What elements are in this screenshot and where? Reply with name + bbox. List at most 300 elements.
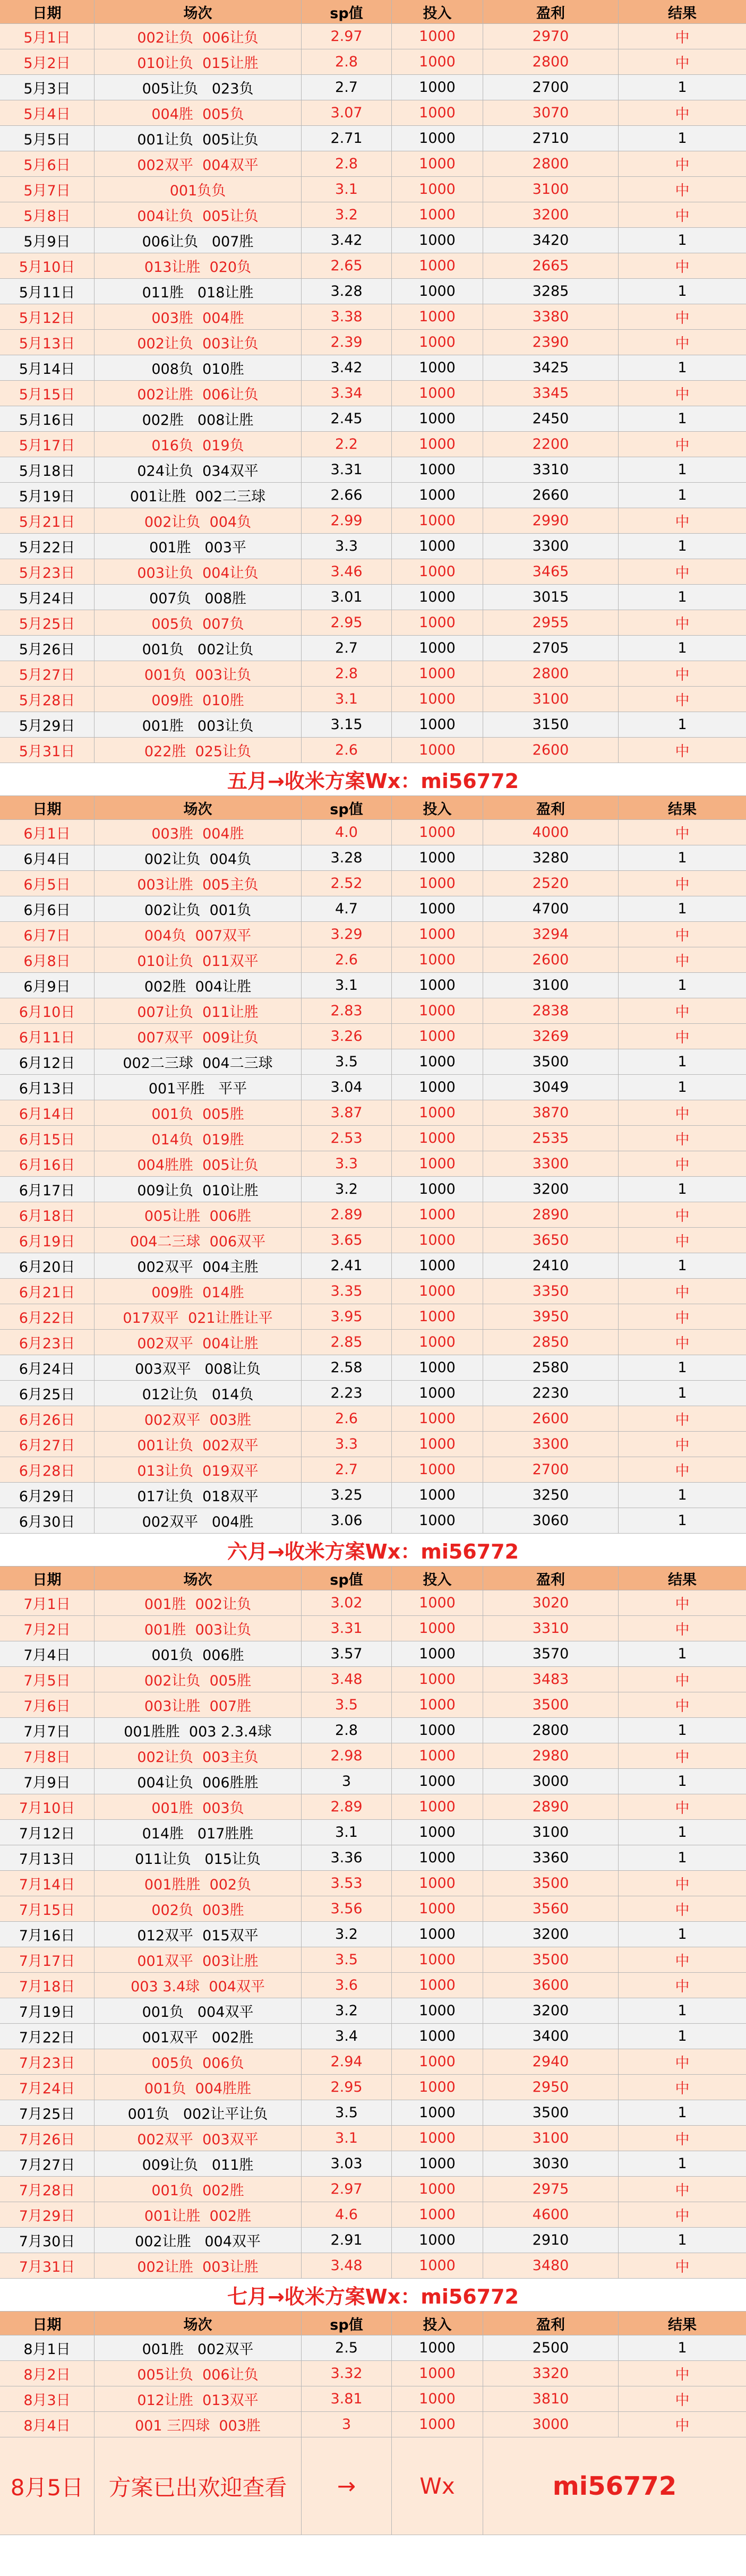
date-cell: 7月28日 <box>0 2177 95 2202</box>
table-row <box>0 1406 746 1432</box>
stake-cell: 1000 <box>392 202 483 227</box>
stake-cell: 1000 <box>392 1508 483 1533</box>
stake-cell: 1000 <box>392 1100 483 1125</box>
footer-date: 8月5日 <box>0 2437 95 2535</box>
stake-cell: 1000 <box>392 1590 483 1615</box>
match-cell: 001平胜 平平 <box>95 1075 302 1100</box>
sp-cell: 3.48 <box>302 2253 392 2278</box>
result-cell: 1 <box>678 232 687 249</box>
stake-cell: 1000 <box>392 126 483 151</box>
profit-cell: 3250 <box>483 1483 619 1508</box>
date-cell: 5月19日 <box>0 483 95 508</box>
profit-cell: 3650 <box>483 1228 619 1253</box>
table-row <box>0 1616 746 1641</box>
stake-cell: 1000 <box>392 355 483 380</box>
stake-cell: 1000 <box>392 998 483 1023</box>
sp-cell: 2.6 <box>302 738 392 763</box>
stake-cell: 1000 <box>392 1381 483 1406</box>
stake-cell: 1000 <box>392 610 483 635</box>
result-cell: 中 <box>675 1310 690 1326</box>
match-cell: 001胜 003让负 <box>95 1616 302 1641</box>
date-cell: 6月5日 <box>0 871 95 896</box>
table-row <box>0 845 746 871</box>
sp-cell: 2.91 <box>302 2228 392 2253</box>
result-cell: 中 <box>675 692 690 709</box>
profit-cell: 4700 <box>483 896 619 921</box>
stake-cell: 1000 <box>392 871 483 896</box>
result-cell: 中 <box>675 387 690 403</box>
match-cell: 002让负 001负 <box>95 896 302 921</box>
result-cell: 1 <box>678 1257 687 1274</box>
profit-cell: 2955 <box>483 610 619 635</box>
table-row <box>0 2100 746 2126</box>
result-cell: 中 <box>675 1285 690 1301</box>
stake-cell: 1000 <box>392 1177 483 1202</box>
stake-cell: 1000 <box>392 1692 483 1717</box>
stake-cell: 1000 <box>392 1871 483 1896</box>
header-stake: 投入 <box>392 1567 483 1590</box>
result-cell: 中 <box>675 877 690 893</box>
table-row <box>0 1947 746 1973</box>
stake-cell: 1000 <box>392 1432 483 1457</box>
table-row <box>0 2412 746 2437</box>
profit-cell: 3483 <box>483 1667 619 1692</box>
sp-cell: 4.6 <box>302 2202 392 2227</box>
date-cell: 6月26日 <box>0 1406 95 1431</box>
result-cell: 中 <box>675 1622 690 1638</box>
profit-cell: 2910 <box>483 2228 619 2253</box>
date-cell: 5月1日 <box>0 24 95 49</box>
stake-cell: 1000 <box>392 2412 483 2437</box>
stake-cell: 1000 <box>392 1743 483 1768</box>
stake-cell: 1000 <box>392 1820 483 1845</box>
match-cell: 002负 003胜 <box>95 1896 302 1921</box>
stake-cell: 1000 <box>392 381 483 406</box>
stake-cell: 1000 <box>392 2024 483 2049</box>
sp-cell: 3.5 <box>302 1049 392 1074</box>
match-cell: 001负负 <box>95 177 302 202</box>
result-cell: 中 <box>675 1902 690 1919</box>
table-row <box>0 1126 746 1151</box>
profit-cell: 2660 <box>483 483 619 508</box>
sp-cell: 3.38 <box>302 304 392 329</box>
profit-cell: 4000 <box>483 820 619 845</box>
stake-cell: 1000 <box>392 1202 483 1227</box>
month-summary: 五月→收米方案Wx：mi56772 <box>0 763 746 796</box>
sp-cell: 3.26 <box>302 1024 392 1049</box>
match-cell: 007负 008胜 <box>95 585 302 610</box>
profit-cell: 3500 <box>483 1049 619 1074</box>
table-row <box>0 1075 746 1100</box>
match-cell: 001让负 005让负 <box>95 126 302 151</box>
date-cell: 7月1日 <box>0 1590 95 1615</box>
stake-cell: 1000 <box>392 151 483 176</box>
stake-cell: 1000 <box>392 253 483 278</box>
date-cell: 8月1日 <box>0 2335 95 2360</box>
match-cell: 002双平 004主胜 <box>95 1253 302 1278</box>
match-cell: 009胜 014胜 <box>95 1279 302 1304</box>
result-cell: 中 <box>675 565 690 581</box>
result-cell: 中 <box>675 1106 690 1123</box>
table-header <box>0 796 746 820</box>
table-row <box>0 151 746 177</box>
profit-cell: 3100 <box>483 973 619 998</box>
match-cell: 001胜 002双平 <box>95 2335 302 2360</box>
table-row <box>0 304 746 330</box>
date-cell: 5月14日 <box>0 355 95 380</box>
table-row <box>0 820 746 845</box>
stake-cell: 1000 <box>392 483 483 508</box>
table-row <box>0 534 746 559</box>
sp-cell: 3.1 <box>302 973 392 998</box>
sp-cell: 2.89 <box>302 1794 392 1819</box>
match-cell: 001胜 003负 <box>95 1794 302 1819</box>
table-row <box>0 559 746 585</box>
result-cell: 中 <box>675 1800 690 1817</box>
stake-cell: 1000 <box>392 2335 483 2360</box>
profit-cell: 3500 <box>483 1692 619 1717</box>
profit-cell: 2410 <box>483 1253 619 1278</box>
result-cell: 1 <box>678 1850 687 1866</box>
table-row <box>0 1922 746 1947</box>
result-cell: 1 <box>678 1722 687 1739</box>
match-cell: 001胜 003平 <box>95 534 302 559</box>
profit-cell: 2200 <box>483 432 619 457</box>
match-cell: 007双平 009让负 <box>95 1024 302 1049</box>
date-cell: 5月7日 <box>0 177 95 202</box>
table-row <box>0 508 746 534</box>
result-cell: 中 <box>675 1749 690 1766</box>
match-cell: 002让胜 004双平 <box>95 2228 302 2253</box>
result-cell: 中 <box>675 826 690 842</box>
result-cell: 1 <box>678 2155 687 2172</box>
result-cell: 中 <box>675 30 690 46</box>
profit-cell: 3030 <box>483 2151 619 2176</box>
header-result: 结果 <box>668 2316 697 2333</box>
stake-cell: 1000 <box>392 2228 483 2253</box>
stake-cell: 1000 <box>392 1641 483 1666</box>
table-row <box>0 2361 746 2386</box>
table-row <box>0 687 746 712</box>
header-result: 结果 <box>668 1571 697 1588</box>
date-cell: 6月6日 <box>0 896 95 921</box>
sp-cell: 3.03 <box>302 2151 392 2176</box>
table-row <box>0 2151 746 2177</box>
date-cell: 5月31日 <box>0 738 95 763</box>
date-cell: 7月27日 <box>0 2151 95 2176</box>
match-cell: 024让负 034双平 <box>95 457 302 482</box>
stake-cell: 1000 <box>392 1947 483 1972</box>
stake-cell: 1000 <box>392 534 483 559</box>
sp-cell: 3.1 <box>302 687 392 712</box>
result-cell: 中 <box>675 667 690 683</box>
profit-cell: 2520 <box>483 871 619 896</box>
header-stake: 投入 <box>392 796 483 819</box>
header-date: 日期 <box>0 2312 95 2335</box>
match-cell: 002让负 003让负 <box>95 330 302 355</box>
header-sp: sp值 <box>302 796 392 819</box>
sp-cell: 3.1 <box>302 1820 392 1845</box>
result-cell: 中 <box>675 1463 690 1479</box>
match-cell: 017双平 021让胜让平 <box>95 1304 302 1329</box>
profit-cell: 2990 <box>483 508 619 533</box>
table-row <box>0 24 746 49</box>
result-cell: 1 <box>678 2028 687 2044</box>
date-cell: 7月10日 <box>0 1794 95 1819</box>
sp-cell: 2.8 <box>302 151 392 176</box>
header-sp: sp值 <box>302 0 392 23</box>
header-match: 场次 <box>95 2312 302 2335</box>
sp-cell: 3.07 <box>302 100 392 125</box>
stake-cell: 1000 <box>392 1330 483 1355</box>
match-cell: 002让胜 006让负 <box>95 381 302 406</box>
profit-cell: 3100 <box>483 1820 619 1845</box>
match-cell: 004让负 006胜胜 <box>95 1769 302 1794</box>
sp-cell: 3.5 <box>302 1692 392 1717</box>
date-cell: 6月30日 <box>0 1508 95 1533</box>
profit-cell: 3425 <box>483 355 619 380</box>
sp-cell: 3.42 <box>302 228 392 253</box>
profit-cell: 3100 <box>483 2126 619 2151</box>
match-cell: 004胜 005负 <box>95 100 302 125</box>
stake-cell: 1000 <box>392 1126 483 1151</box>
stake-cell: 1000 <box>392 1228 483 1253</box>
result-cell: 中 <box>675 1698 690 1715</box>
date-cell: 7月22日 <box>0 2024 95 2049</box>
table-row <box>0 2177 746 2202</box>
date-cell: 5月26日 <box>0 636 95 661</box>
profit-cell: 2600 <box>483 947 619 972</box>
profit-cell: 3500 <box>483 1871 619 1896</box>
date-cell: 5月18日 <box>0 457 95 482</box>
date-cell: 6月9日 <box>0 973 95 998</box>
match-cell: 005负 007负 <box>95 610 302 635</box>
date-cell: 6月20日 <box>0 1253 95 1278</box>
table-row <box>0 330 746 355</box>
profit-cell: 3420 <box>483 228 619 253</box>
date-cell: 5月23日 <box>0 559 95 584</box>
profit-cell: 3000 <box>483 1769 619 1794</box>
header-date: 日期 <box>0 796 95 819</box>
table-row <box>0 1998 746 2024</box>
month-summary: 七月→收米方案Wx：mi56772 <box>0 2279 746 2312</box>
stake-cell: 1000 <box>392 1457 483 1482</box>
result-cell: 1 <box>678 1487 687 1503</box>
match-cell: 003让负 004让负 <box>95 559 302 584</box>
header-stake: 投入 <box>392 0 483 23</box>
table-row <box>0 1432 746 1457</box>
date-cell: 6月19日 <box>0 1228 95 1253</box>
match-cell: 002让胜 003让胜 <box>95 2253 302 2278</box>
profit-cell: 3015 <box>483 585 619 610</box>
footer-message: 方案已出欢迎查看 <box>95 2437 302 2535</box>
match-cell: 001 三四球 003胜 <box>95 2412 302 2437</box>
sp-cell: 2.52 <box>302 871 392 896</box>
profit-cell: 3049 <box>483 1075 619 1100</box>
table-row <box>0 228 746 253</box>
table-row <box>0 1718 746 1743</box>
profit-cell: 3300 <box>483 534 619 559</box>
match-cell: 004二三球 006双平 <box>95 1228 302 1253</box>
match-cell: 005让负 006让负 <box>95 2361 302 2386</box>
sp-cell: 3.3 <box>302 1432 392 1457</box>
result-cell: 中 <box>675 616 690 632</box>
sp-cell: 4.7 <box>302 896 392 921</box>
match-cell: 002双平 004让胜 <box>95 1330 302 1355</box>
sp-cell: 2.65 <box>302 253 392 278</box>
sp-cell: 3.5 <box>302 2100 392 2125</box>
profit-cell: 2800 <box>483 661 619 686</box>
table-row <box>0 457 746 483</box>
stake-cell: 1000 <box>392 330 483 355</box>
stake-cell: 1000 <box>392 1406 483 1431</box>
date-cell: 6月23日 <box>0 1330 95 1355</box>
match-cell: 001负 002胜 <box>95 2177 302 2202</box>
match-cell: 011让负 015让负 <box>95 1845 302 1870</box>
match-cell: 004胜胜 005让负 <box>95 1151 302 1176</box>
sp-cell: 2.89 <box>302 1202 392 1227</box>
result-cell: 中 <box>675 1596 690 1613</box>
header-date: 日期 <box>0 1567 95 1590</box>
stake-cell: 1000 <box>392 687 483 712</box>
date-cell: 7月23日 <box>0 2049 95 2074</box>
sp-cell: 3.1 <box>302 2126 392 2151</box>
date-cell: 7月12日 <box>0 1820 95 1845</box>
table-row <box>0 202 746 228</box>
match-cell: 010让负 011双平 <box>95 947 302 972</box>
profit-cell: 2580 <box>483 1355 619 1380</box>
table-header <box>0 0 746 24</box>
stake-cell: 1000 <box>392 2177 483 2202</box>
match-cell: 017让负 018双平 <box>95 1483 302 1508</box>
sp-cell: 3.6 <box>302 1973 392 1998</box>
sp-cell: 3.28 <box>302 279 392 304</box>
date-cell: 7月31日 <box>0 2253 95 2278</box>
result-cell: 中 <box>675 106 690 123</box>
match-cell: 002让负 003主负 <box>95 1743 302 1768</box>
date-cell: 6月17日 <box>0 1177 95 1202</box>
stake-cell: 1000 <box>392 1279 483 1304</box>
result-cell: 1 <box>678 360 687 376</box>
table-row <box>0 661 746 687</box>
match-cell: 003双平 008让负 <box>95 1355 302 1380</box>
stake-cell: 1000 <box>392 1024 483 1049</box>
sp-cell: 3.2 <box>302 202 392 227</box>
date-cell: 6月1日 <box>0 820 95 845</box>
stake-cell: 1000 <box>392 1998 483 2023</box>
date-cell: 5月8日 <box>0 202 95 227</box>
sp-cell: 3.34 <box>302 381 392 406</box>
profit-cell: 2800 <box>483 49 619 74</box>
sp-cell: 3.31 <box>302 1616 392 1641</box>
profit-cell: 2450 <box>483 406 619 431</box>
stake-cell: 1000 <box>392 1355 483 1380</box>
result-cell: 中 <box>675 1234 690 1250</box>
table-row <box>0 1820 746 1845</box>
profit-cell: 3350 <box>483 1279 619 1304</box>
match-cell: 001让负 002双平 <box>95 1432 302 1457</box>
profit-cell: 2970 <box>483 24 619 49</box>
date-cell: 6月16日 <box>0 1151 95 1176</box>
header-sp: sp值 <box>302 1567 392 1590</box>
profit-cell: 2850 <box>483 1330 619 1355</box>
result-cell: 1 <box>678 1359 687 1376</box>
date-cell: 7月13日 <box>0 1845 95 1870</box>
table-row <box>0 738 746 763</box>
match-cell: 001胜 002让负 <box>95 1590 302 1615</box>
match-cell: 002二三球 004二三球 <box>95 1049 302 1074</box>
sp-cell: 2.8 <box>302 1718 392 1743</box>
sp-cell: 2.71 <box>302 126 392 151</box>
profit-cell: 2800 <box>483 1718 619 1743</box>
sp-cell: 2.58 <box>302 1355 392 1380</box>
table-row <box>0 947 746 973</box>
result-cell: 1 <box>678 130 687 147</box>
profit-cell: 2230 <box>483 1381 619 1406</box>
date-cell: 7月2日 <box>0 1616 95 1641</box>
sp-cell: 3.5 <box>302 1947 392 1972</box>
result-cell: 中 <box>675 336 690 352</box>
stake-cell: 1000 <box>392 24 483 49</box>
stake-cell: 1000 <box>392 457 483 482</box>
match-cell: 001让胜 002胜 <box>95 2202 302 2227</box>
stake-cell: 1000 <box>392 1304 483 1329</box>
table-row <box>0 2202 746 2228</box>
match-cell: 002让负 004负 <box>95 508 302 533</box>
stake-cell: 1000 <box>392 2126 483 2151</box>
date-cell: 5月12日 <box>0 304 95 329</box>
stake-cell: 1000 <box>392 1253 483 1278</box>
table-row <box>0 896 746 922</box>
result-cell: 1 <box>678 640 687 656</box>
stake-cell: 1000 <box>392 2253 483 2278</box>
date-cell: 8月2日 <box>0 2361 95 2386</box>
date-cell: 5月11日 <box>0 279 95 304</box>
table-row <box>0 610 746 636</box>
profit-cell: 2600 <box>483 738 619 763</box>
profit-cell: 3300 <box>483 1151 619 1176</box>
profit-cell: 3560 <box>483 1896 619 1921</box>
date-cell: 5月29日 <box>0 712 95 737</box>
profit-cell: 2665 <box>483 253 619 278</box>
month-summary: 六月→收米方案Wx：mi56772 <box>0 1534 746 1567</box>
table-row <box>0 381 746 406</box>
sp-cell: 2.99 <box>302 508 392 533</box>
result-cell: 中 <box>675 2418 690 2434</box>
sp-cell: 3.36 <box>302 1845 392 1870</box>
result-cell: 中 <box>675 1979 690 1995</box>
table-row <box>0 712 746 738</box>
table-row <box>0 177 746 202</box>
match-cell: 014胜 017胜胜 <box>95 1820 302 1845</box>
date-cell: 5月9日 <box>0 228 95 253</box>
header-date: 日期 <box>0 0 95 23</box>
sp-cell: 3.1 <box>302 177 392 202</box>
match-cell: 001负 002让负 <box>95 636 302 661</box>
profit-cell: 3360 <box>483 1845 619 1870</box>
date-cell: 5月4日 <box>0 100 95 125</box>
header-profit: 盈利 <box>483 796 619 819</box>
date-cell: 5月17日 <box>0 432 95 457</box>
result-cell: 中 <box>675 55 690 72</box>
match-cell: 003胜 004胜 <box>95 820 302 845</box>
match-cell: 005让胜 006胜 <box>95 1202 302 1227</box>
profit-cell: 3870 <box>483 1100 619 1125</box>
table-row <box>0 100 746 126</box>
table-row <box>0 1769 746 1794</box>
result-cell: 1 <box>678 1079 687 1096</box>
footer-wx-label: Wx <box>392 2437 483 2535</box>
